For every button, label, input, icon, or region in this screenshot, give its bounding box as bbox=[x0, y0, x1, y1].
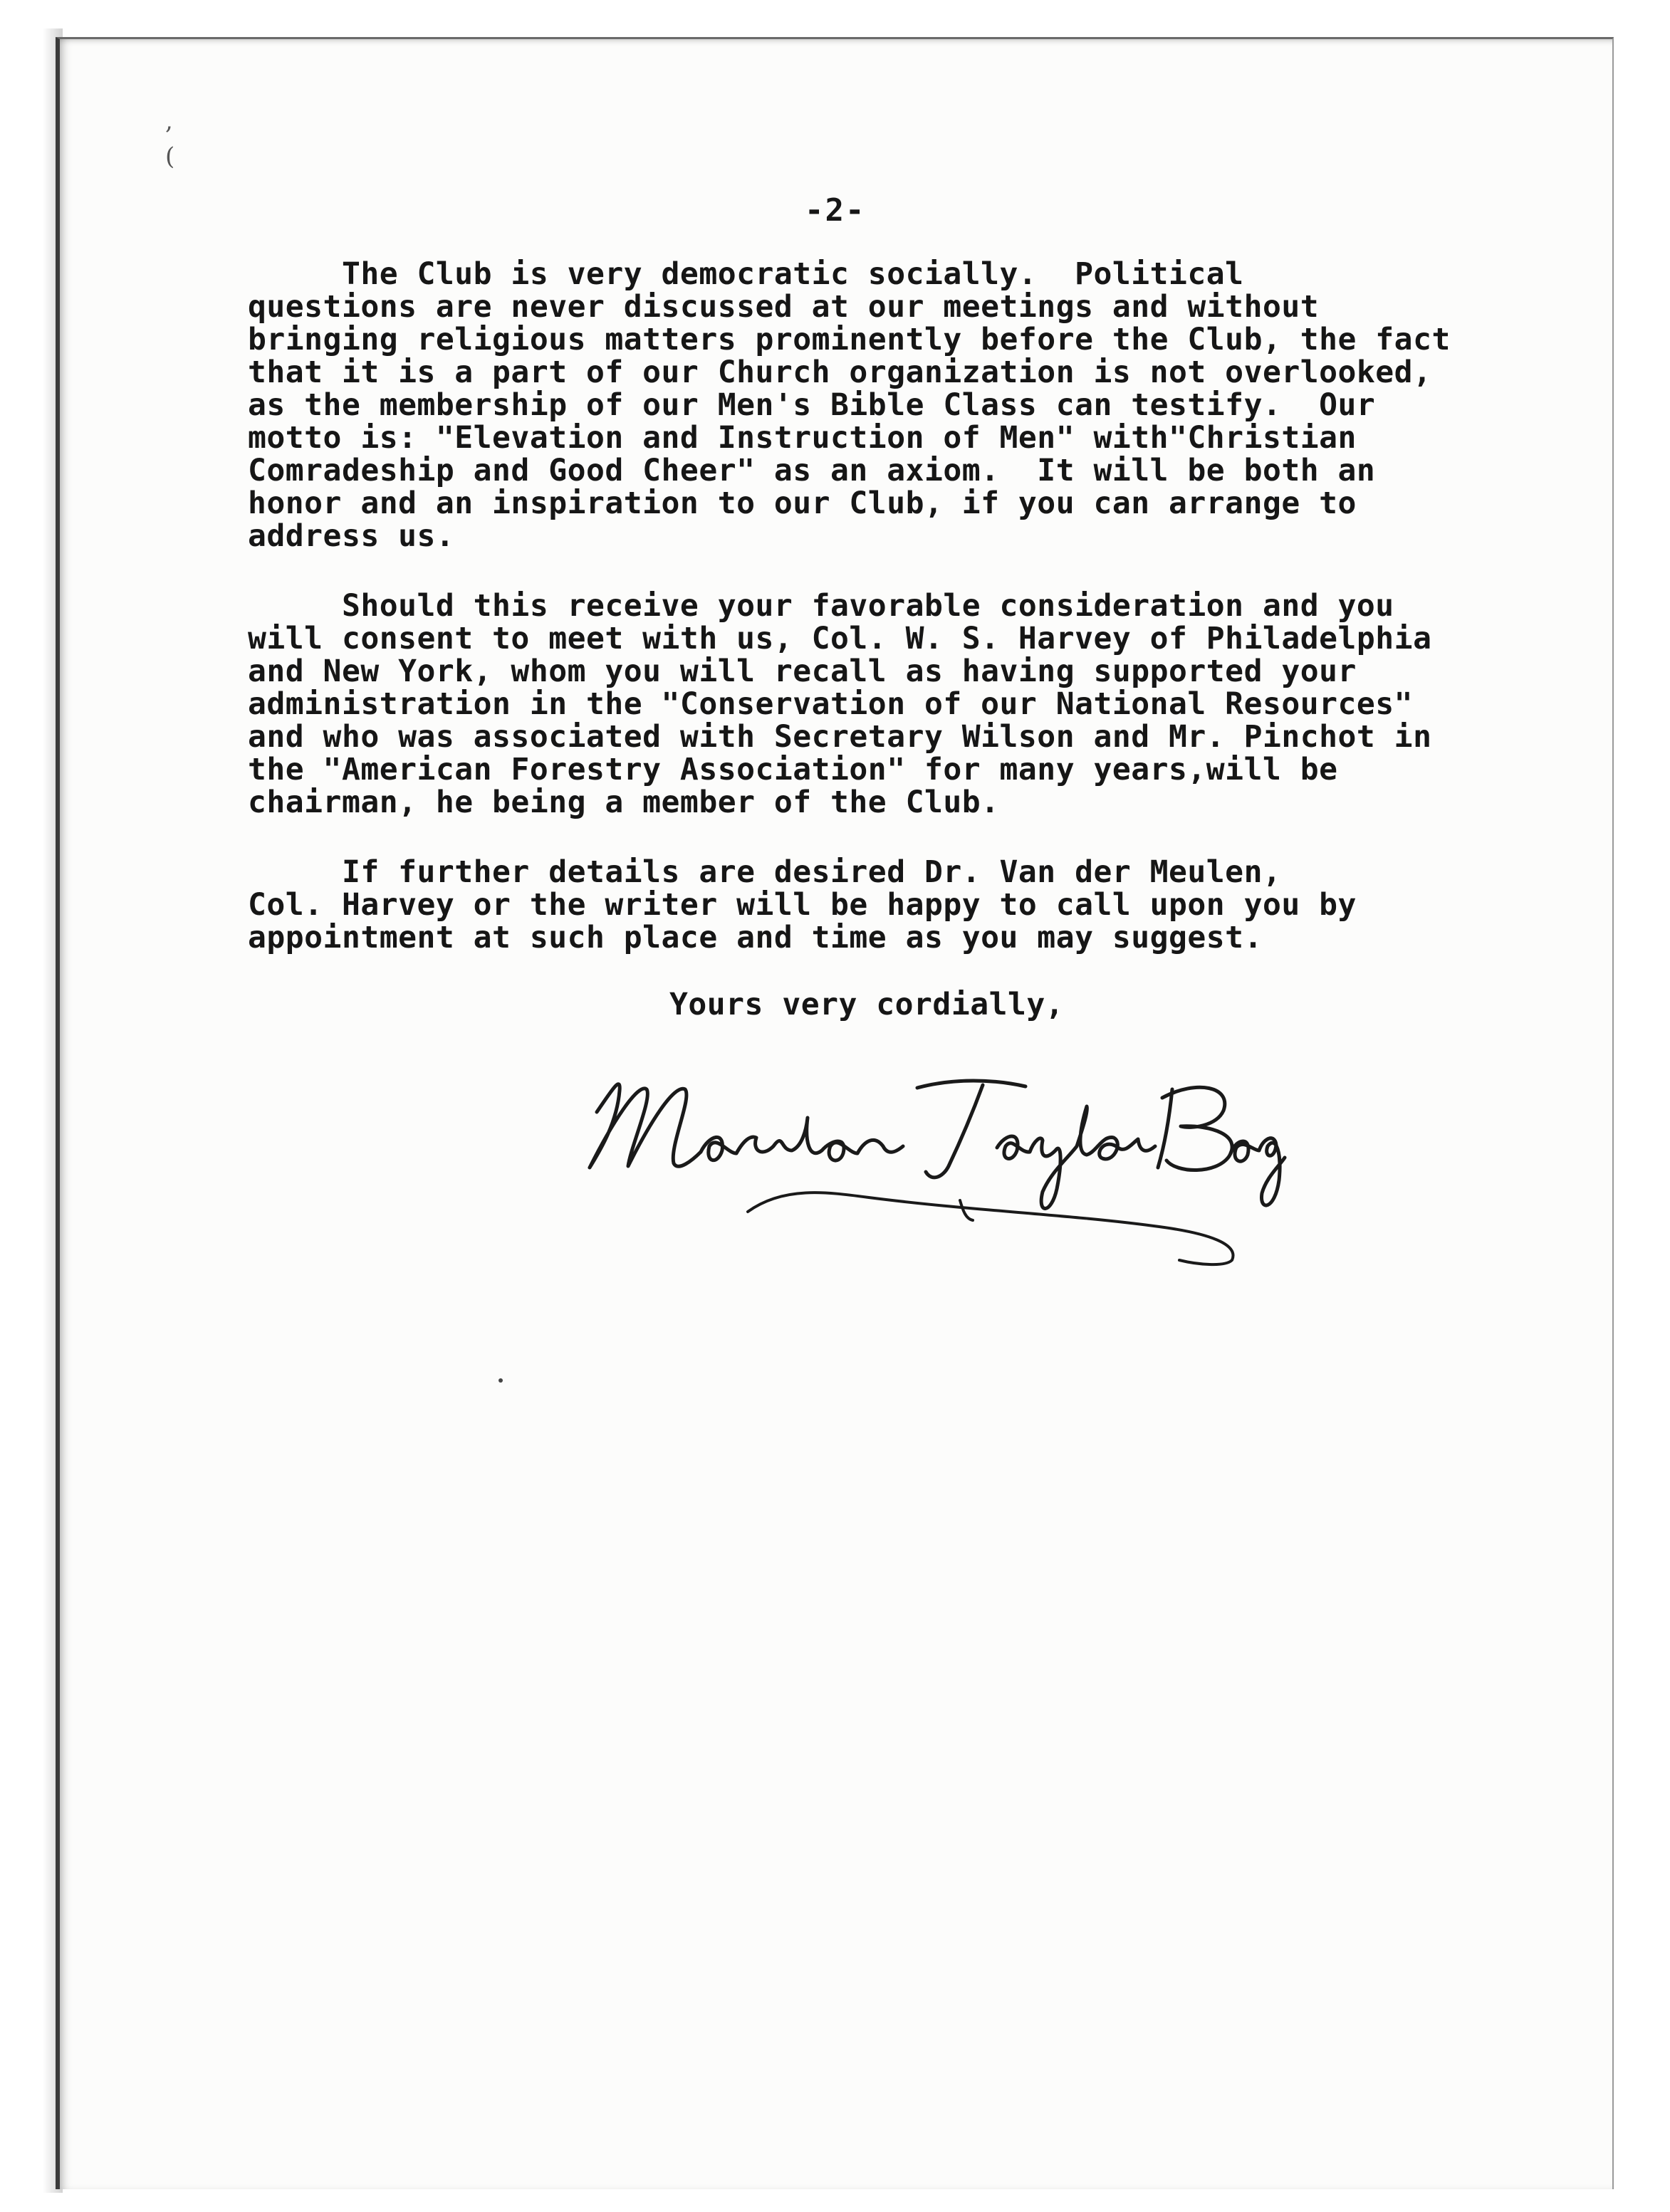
text-line: address us. bbox=[248, 518, 455, 554]
text-line: that it is a part of our Church organization is not overlooked, bbox=[248, 355, 1432, 390]
page-number: -2- bbox=[805, 192, 866, 229]
closing-salutation: Yours very cordially, bbox=[669, 987, 1065, 1022]
text-line: honor and an inspiration to our Club, if you can arrange to bbox=[248, 486, 1357, 521]
handwritten-signature bbox=[570, 1047, 1303, 1267]
text-line: Col. Harvey or the writer will be happy to call upon you by bbox=[248, 887, 1357, 923]
text-line: motto is: "Elevation and Instruction of Men" with"Christian bbox=[248, 420, 1357, 456]
text-line: appointment at such place and time as you may suggest. bbox=[248, 920, 1263, 955]
paragraph-1 bbox=[248, 258, 1487, 552]
text-line: and who was associated with Secretary Wilson and Mr. Pinchot in bbox=[248, 719, 1432, 755]
text-line: chairman, he being a member of the Club. bbox=[248, 785, 1000, 820]
text-line: as the membership of our Men's Bible Class can testify. Our bbox=[248, 387, 1376, 423]
paragraph-3 bbox=[248, 856, 1487, 954]
text-line: The Club is very democratic socially. Political bbox=[248, 256, 1244, 292]
text-line: If further details are desired Dr. Van der Meulen, bbox=[248, 854, 1282, 890]
text-line: questions are never discussed at our meetings and without bbox=[248, 289, 1320, 325]
margin-mark-top: , bbox=[165, 107, 173, 135]
text-line: the "American Forestry Association" for many years,will be bbox=[248, 752, 1338, 787]
paragraph-2 bbox=[248, 589, 1487, 819]
text-line: bringing religious matters prominently before the Club, the fact bbox=[248, 322, 1451, 357]
text-line: Should this receive your favorable consideration and you bbox=[248, 588, 1394, 624]
text-line: administration in the "Conservation of our National Resources" bbox=[248, 686, 1414, 722]
margin-mark-bottom: ( bbox=[165, 142, 175, 171]
text-line: Comradeship and Good Cheer" as an axiom. It will be both an bbox=[248, 453, 1376, 488]
text-line: and New York, whom you will recall as having supported your bbox=[248, 654, 1357, 689]
text-line: will consent to meet with us, Col. W. S. Harvey of Philadelphia bbox=[248, 621, 1432, 656]
